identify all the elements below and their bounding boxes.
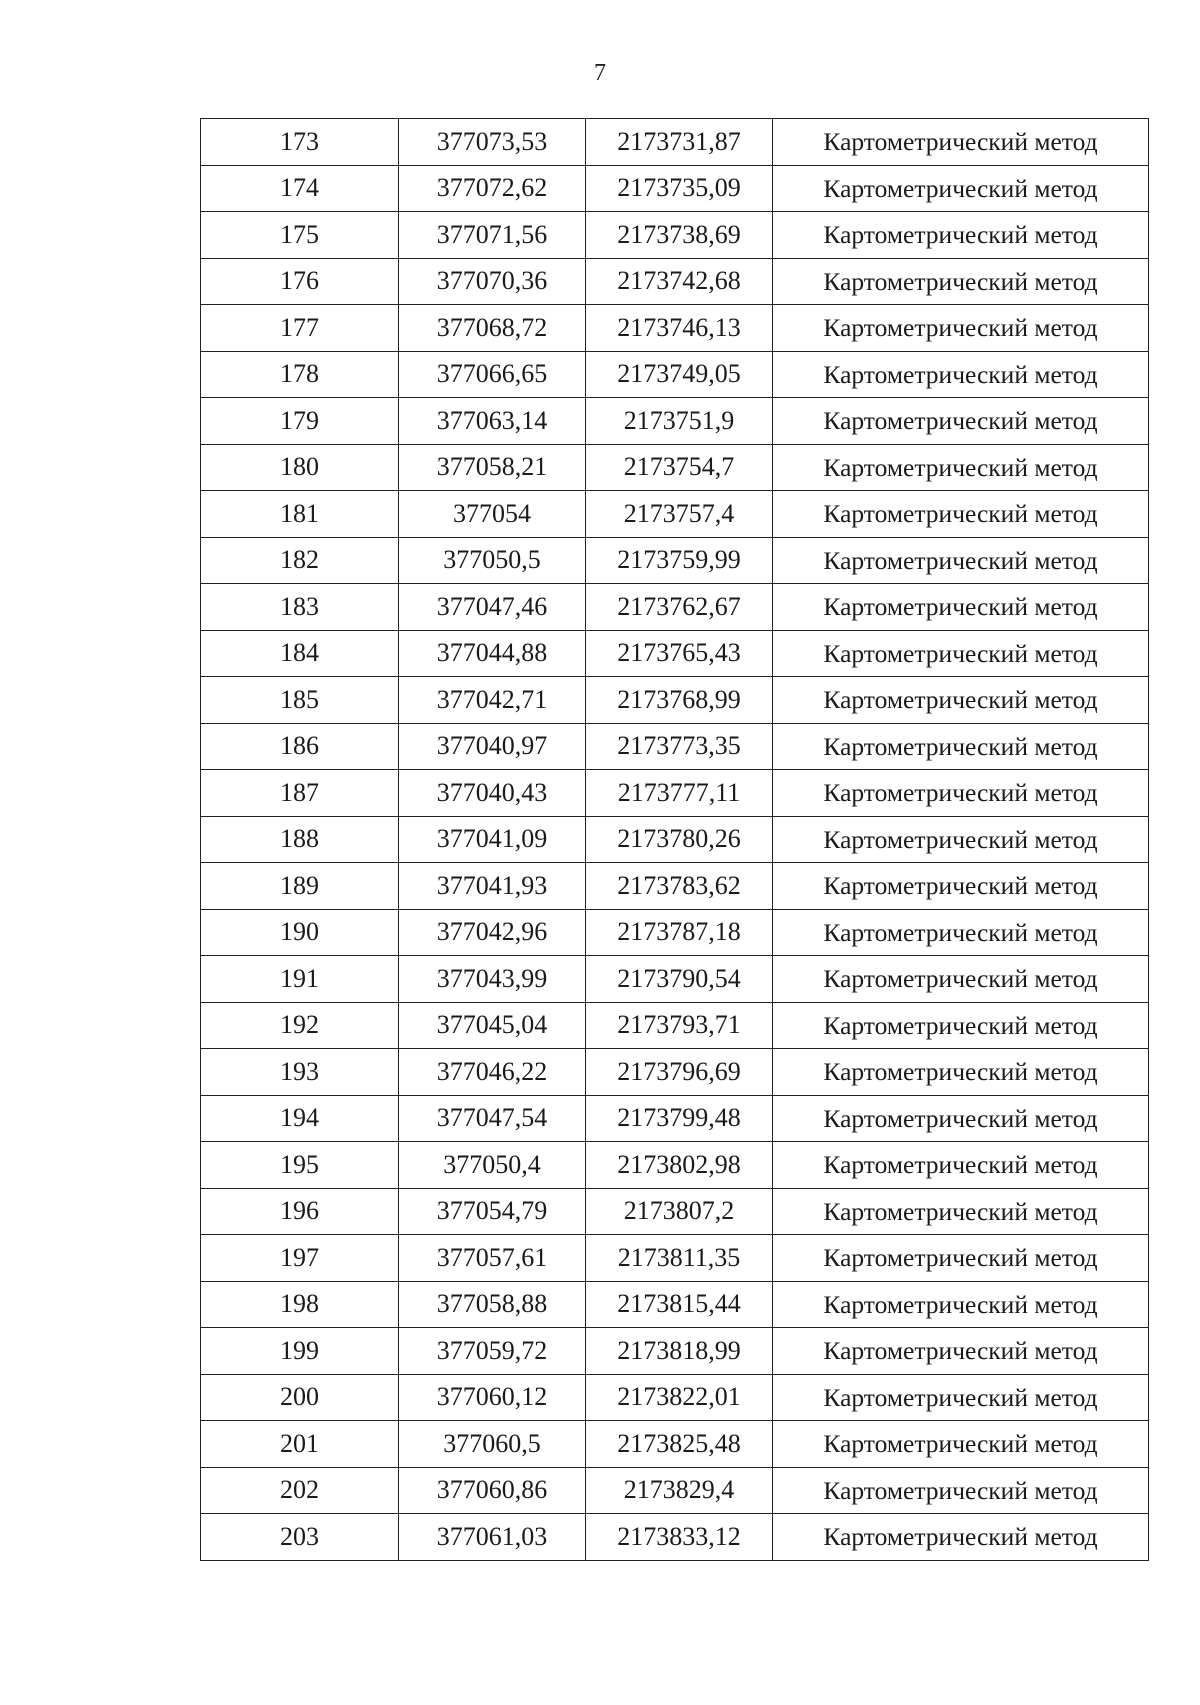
table-row: [201, 1235, 1149, 1282]
method-cell: Картометрический метод: [773, 1188, 1149, 1235]
point-number-cell: 177: [201, 305, 399, 352]
table-row: [201, 770, 1149, 817]
method-cell: Картометрический метод: [773, 1514, 1149, 1561]
table-row: [201, 1188, 1149, 1235]
method-cell: Картометрический метод: [773, 398, 1149, 445]
x-coordinate-cell: 377066,65: [399, 351, 586, 398]
x-coordinate-cell: 377058,88: [399, 1281, 586, 1328]
table-row: [201, 909, 1149, 956]
table-row: [201, 1514, 1149, 1561]
method-cell: Картометрический метод: [773, 119, 1149, 166]
point-number-cell: 198: [201, 1281, 399, 1328]
y-coordinate-cell: 2173796,69: [586, 1049, 773, 1096]
point-number-cell: 189: [201, 863, 399, 910]
method-cell: Картометрический метод: [773, 584, 1149, 631]
x-coordinate-cell: 377054: [399, 491, 586, 538]
point-number-cell: 176: [201, 258, 399, 305]
y-coordinate-cell: 2173754,7: [586, 444, 773, 491]
y-coordinate-cell: 2173751,9: [586, 398, 773, 445]
point-number-cell: 203: [201, 1514, 399, 1561]
point-number-cell: 190: [201, 909, 399, 956]
method-cell: Картометрический метод: [773, 1328, 1149, 1375]
y-coordinate-cell: 2173790,54: [586, 956, 773, 1003]
x-coordinate-cell: 377059,72: [399, 1328, 586, 1375]
method-cell: Картометрический метод: [773, 863, 1149, 910]
table-row: [201, 444, 1149, 491]
point-number-cell: 191: [201, 956, 399, 1003]
x-coordinate-cell: 377040,43: [399, 770, 586, 817]
x-coordinate-cell: 377043,99: [399, 956, 586, 1003]
x-coordinate-cell: 377057,61: [399, 1235, 586, 1282]
method-cell: Картометрический метод: [773, 351, 1149, 398]
x-coordinate-cell: 377042,96: [399, 909, 586, 956]
y-coordinate-cell: 2173773,35: [586, 723, 773, 770]
y-coordinate-cell: 2173811,35: [586, 1235, 773, 1282]
point-number-cell: 174: [201, 165, 399, 212]
point-number-cell: 173: [201, 119, 399, 166]
table-row: [201, 1142, 1149, 1189]
method-cell: Картометрический метод: [773, 630, 1149, 677]
method-cell: Картометрический метод: [773, 956, 1149, 1003]
page-number: 7: [594, 60, 606, 86]
y-coordinate-cell: 2173765,43: [586, 630, 773, 677]
coordinates-table-body: [201, 119, 1149, 1561]
method-cell: Картометрический метод: [773, 1002, 1149, 1049]
x-coordinate-cell: 377040,97: [399, 723, 586, 770]
y-coordinate-cell: 2173735,09: [586, 165, 773, 212]
method-cell: Картометрический метод: [773, 1421, 1149, 1468]
point-number-cell: 179: [201, 398, 399, 445]
y-coordinate-cell: 2173738,69: [586, 212, 773, 259]
table-row: [201, 212, 1149, 259]
point-number-cell: 199: [201, 1328, 399, 1375]
table-row: [201, 165, 1149, 212]
table-row: [201, 1049, 1149, 1096]
table-row: [201, 119, 1149, 166]
y-coordinate-cell: 2173757,4: [586, 491, 773, 538]
point-number-cell: 185: [201, 677, 399, 724]
y-coordinate-cell: 2173787,18: [586, 909, 773, 956]
x-coordinate-cell: 377047,46: [399, 584, 586, 631]
table-row: [201, 677, 1149, 724]
method-cell: Картометрический метод: [773, 1281, 1149, 1328]
point-number-cell: 187: [201, 770, 399, 817]
method-cell: Картометрический метод: [773, 212, 1149, 259]
method-cell: Картометрический метод: [773, 444, 1149, 491]
table-row: [201, 723, 1149, 770]
table-row: [201, 816, 1149, 863]
table-row: [201, 1421, 1149, 1468]
method-cell: Картометрический метод: [773, 305, 1149, 352]
y-coordinate-cell: 2173799,48: [586, 1095, 773, 1142]
point-number-cell: 192: [201, 1002, 399, 1049]
method-cell: Картометрический метод: [773, 537, 1149, 584]
y-coordinate-cell: 2173829,4: [586, 1467, 773, 1514]
table-row: [201, 305, 1149, 352]
y-coordinate-cell: 2173742,68: [586, 258, 773, 305]
point-number-cell: 182: [201, 537, 399, 584]
x-coordinate-cell: 377042,71: [399, 677, 586, 724]
point-number-cell: 181: [201, 491, 399, 538]
table-row: [201, 956, 1149, 1003]
point-number-cell: 183: [201, 584, 399, 631]
table-row: [201, 1467, 1149, 1514]
y-coordinate-cell: 2173822,01: [586, 1374, 773, 1421]
y-coordinate-cell: 2173777,11: [586, 770, 773, 817]
point-number-cell: 184: [201, 630, 399, 677]
method-cell: Картометрический метод: [773, 165, 1149, 212]
method-cell: Картометрический метод: [773, 491, 1149, 538]
method-cell: Картометрический метод: [773, 1467, 1149, 1514]
y-coordinate-cell: 2173746,13: [586, 305, 773, 352]
table-row: [201, 1374, 1149, 1421]
x-coordinate-cell: 377046,22: [399, 1049, 586, 1096]
point-number-cell: 188: [201, 816, 399, 863]
table-row: [201, 491, 1149, 538]
point-number-cell: 180: [201, 444, 399, 491]
x-coordinate-cell: 377041,09: [399, 816, 586, 863]
table-row: [201, 1328, 1149, 1375]
method-cell: Картометрический метод: [773, 1142, 1149, 1189]
table-row: [201, 258, 1149, 305]
x-coordinate-cell: 377044,88: [399, 630, 586, 677]
y-coordinate-cell: 2173818,99: [586, 1328, 773, 1375]
method-cell: Картометрический метод: [773, 770, 1149, 817]
x-coordinate-cell: 377063,14: [399, 398, 586, 445]
method-cell: Картометрический метод: [773, 1049, 1149, 1096]
method-cell: Картометрический метод: [773, 816, 1149, 863]
y-coordinate-cell: 2173731,87: [586, 119, 773, 166]
x-coordinate-cell: 377060,86: [399, 1467, 586, 1514]
y-coordinate-cell: 2173833,12: [586, 1514, 773, 1561]
x-coordinate-cell: 377068,72: [399, 305, 586, 352]
method-cell: Картометрический метод: [773, 723, 1149, 770]
method-cell: Картометрический метод: [773, 1095, 1149, 1142]
method-cell: Картометрический метод: [773, 1235, 1149, 1282]
x-coordinate-cell: 377047,54: [399, 1095, 586, 1142]
point-number-cell: 175: [201, 212, 399, 259]
point-number-cell: 196: [201, 1188, 399, 1235]
x-coordinate-cell: 377050,4: [399, 1142, 586, 1189]
x-coordinate-cell: 377054,79: [399, 1188, 586, 1235]
x-coordinate-cell: 377072,62: [399, 165, 586, 212]
table-row: [201, 398, 1149, 445]
point-number-cell: 195: [201, 1142, 399, 1189]
x-coordinate-cell: 377071,56: [399, 212, 586, 259]
table-row: [201, 863, 1149, 910]
y-coordinate-cell: 2173802,98: [586, 1142, 773, 1189]
y-coordinate-cell: 2173815,44: [586, 1281, 773, 1328]
x-coordinate-cell: 377050,5: [399, 537, 586, 584]
table-row: [201, 351, 1149, 398]
y-coordinate-cell: 2173749,05: [586, 351, 773, 398]
y-coordinate-cell: 2173762,67: [586, 584, 773, 631]
x-coordinate-cell: 377045,04: [399, 1002, 586, 1049]
y-coordinate-cell: 2173780,26: [586, 816, 773, 863]
y-coordinate-cell: 2173783,62: [586, 863, 773, 910]
y-coordinate-cell: 2173793,71: [586, 1002, 773, 1049]
table-row: [201, 1002, 1149, 1049]
table-row: [201, 1281, 1149, 1328]
x-coordinate-cell: 377060,5: [399, 1421, 586, 1468]
point-number-cell: 197: [201, 1235, 399, 1282]
point-number-cell: 200: [201, 1374, 399, 1421]
x-coordinate-cell: 377060,12: [399, 1374, 586, 1421]
y-coordinate-cell: 2173768,99: [586, 677, 773, 724]
point-number-cell: 194: [201, 1095, 399, 1142]
table-row: [201, 584, 1149, 631]
point-number-cell: 186: [201, 723, 399, 770]
y-coordinate-cell: 2173759,99: [586, 537, 773, 584]
x-coordinate-cell: 377073,53: [399, 119, 586, 166]
method-cell: Картометрический метод: [773, 909, 1149, 956]
point-number-cell: 202: [201, 1467, 399, 1514]
y-coordinate-cell: 2173807,2: [586, 1188, 773, 1235]
point-number-cell: 193: [201, 1049, 399, 1096]
point-number-cell: 201: [201, 1421, 399, 1468]
x-coordinate-cell: 377061,03: [399, 1514, 586, 1561]
point-number-cell: 178: [201, 351, 399, 398]
method-cell: Картометрический метод: [773, 677, 1149, 724]
coordinates-table: [200, 118, 1149, 1561]
table-row: [201, 537, 1149, 584]
x-coordinate-cell: 377041,93: [399, 863, 586, 910]
y-coordinate-cell: 2173825,48: [586, 1421, 773, 1468]
x-coordinate-cell: 377070,36: [399, 258, 586, 305]
method-cell: Картометрический метод: [773, 258, 1149, 305]
table-row: [201, 630, 1149, 677]
x-coordinate-cell: 377058,21: [399, 444, 586, 491]
table-row: [201, 1095, 1149, 1142]
method-cell: Картометрический метод: [773, 1374, 1149, 1421]
